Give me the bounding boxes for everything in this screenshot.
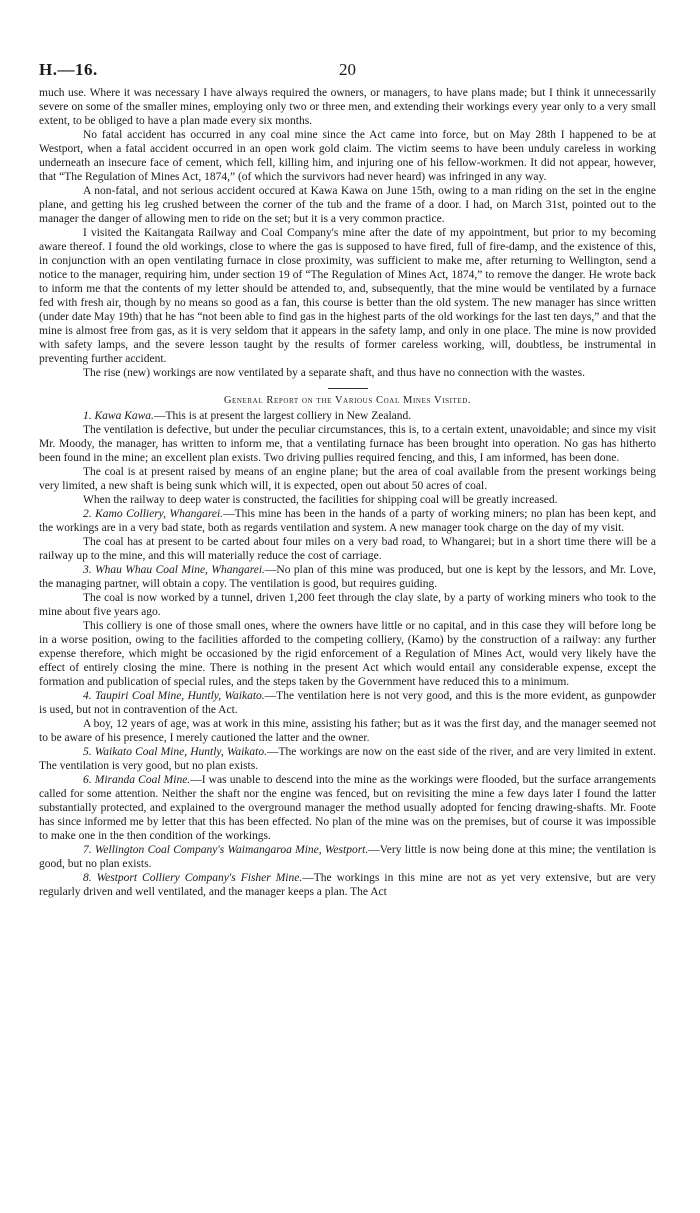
report-item-3	[39, 563, 656, 591]
paragraph: No fatal accident has occurred in any coal mine since the Act came into force, but on May 28th I happened to be at Westport, when a fatal accident occurred in an open work gold claim. The victim seems to have been unduly careless in working underneath an insecure face of cement, which fell, killing him, and injuring one of his fellow-workmen. It did not appear, however, that “The Regulation of Mines Act, 1874,” (of which the survivors had never heard) was infringed in any way.	[39, 129, 656, 183]
paragraph: A boy, 12 years of age, was at work in this mine, assisting his father; but as it was the first day, and the manager seemed not to be aware of his presence, I merely cautioned the latter and the owner.	[39, 718, 656, 744]
item-text: —The ventilation here is not very good, and this is the more evident, as gunpowder is used, but not in contravention of the Act.	[39, 690, 656, 716]
document-reference: H.—16.	[39, 60, 98, 79]
page-header	[39, 0, 656, 86]
paragraph: This colliery is one of those small ones, where the owners have little or no capital, and in this case they will before long be in a worse position, owing to the facilities afforded to the competing colliery, (Kamo) by the construction of a railway: any further expense therefore, which might be occasioned by the rigid enforcement of a Regulation of Mines Act, would very likely have the effect of entirely closing the mine. There is nothing in the present Act which would entail any considerable expense, except the formation and publication of special rules, and the steps taken by the Government have reduced this to a minimum.	[39, 620, 656, 688]
report-item-1	[39, 409, 656, 423]
item-text: —The workings in this mine are not as yet very extensive, but are very regularly driven and well ventilated, and the manager keeps a plan. The Act	[39, 872, 656, 898]
paragraph: The rise (new) workings are now ventilated by a separate shaft, and thus have no connection with the wastes.	[83, 367, 586, 379]
paragraph: When the railway to deep water is constructed, the facilities for shipping coal will be greatly increased.	[83, 494, 558, 506]
report-item-7	[39, 843, 656, 871]
section-divider	[328, 388, 368, 389]
item-title: 6. Miranda Coal Mine.	[83, 774, 191, 786]
item-title: 3. Whau Whau Coal Mine, Whangarei.	[83, 564, 265, 576]
paragraph: The ventilation is defective, but under the peculiar circumstances, this is, to a certain extent, unavoidable; and since my visit Mr. Moody, the manager, has written to inform me, that a ventilating furnace has been brought into operation. No gas has hitherto been found in the mine; an excellent plan exists. Two driving pullies required fencing, and this, I am informed, has been done.	[39, 424, 656, 464]
item-text: —I was unable to descend into the mine as the workings were flooded, but the surface arrangements called for some attention. Neither the shaft nor the engine was fenced, but on revisiting the mine a few days later I found the latter substantially protected, and explained to the overground manager the method usually adopted for fencing drawing-shafts. Mr. Foote has since informed me by letter that this has been effected. No plan of the mine was on the premises, but of course it was impossible to make one in the then condition of the workings.	[39, 774, 656, 842]
paragraph: A non-fatal, and not serious accident occured at Kawa Kawa on June 15th, owing to a man riding on the set in the engine plane, and getting his leg crushed between the corner of the tub and the frame of a door. I had, on March 31st, pointed out to the manager the danger of allowing men to ride on the set; but it is a very common practice.	[39, 185, 656, 225]
item-text: —No plan of this mine was produced, but one is kept by the lessors, and Mr. Love, the managing partner, will obtain a copy. The ventilation is good, but requires guiding.	[39, 564, 656, 590]
section-heading: General Report on the Various Coal Mines Visited.	[223, 395, 472, 406]
item-text: —This is at present the largest colliery in New Zealand.	[153, 410, 412, 422]
item-text: —The workings are now on the east side of the river, and are very limited in extent. The ventilation is very good, but no plan exists.	[39, 746, 656, 772]
item-title: 8. Westport Colliery Company's Fisher Mine.	[83, 872, 303, 884]
item-text: —Very little is now being done at this mine; the ventilation is good, but no plan exists.	[39, 844, 656, 870]
item-title: 7. Wellington Coal Company's Waimangaroa Mine, Westport.	[83, 844, 369, 856]
item-title: 5. Waikato Coal Mine, Huntly, Waikato.	[83, 746, 267, 758]
paragraph: I visited the Kaitangata Railway and Coal Company's mine after the date of my appointment, but prior to my becoming aware thereof. I found the old workings, close to where the gas is supposed to have fired, full of fire-damp, and the existence of this, in conjunction with an open ventilating furnace in close proximity, was sufficient to make me, after returning to Wellington, send a notice to the manager, requiring him, under section 19 of “The Regulation of Mines Act, 1874,” to remove the danger. He wrote back to inform me that the contents of my letter should be attended to, and, subsequently, that the mine would be ventilated by a furnace fed with fresh air, though by no means so good as a fan, this course is better than the old system. The new manager has since written (under date May 19th) that he has “not been able to find gas in the highest parts of the old workings for the last ten days,” and that the mine is almost free from gas, as it is very seldom that it appears in the safety lamp, and only in one place. The mine is now provided with safety lamps, and the severe lesson taught by the results of former careless working, will, doubtless, be instrumental in preventing further accident.	[39, 227, 656, 365]
paragraph: The coal is now worked by a tunnel, driven 1,200 feet through the clay slate, by a party of working miners who took to the mine about five years ago.	[39, 592, 656, 618]
paragraph: The coal has at present to be carted about four miles on a very bad road, to Whangarei; but in a short time there will be a railway up to the mine, and this will materially reduce the cost of carriage.	[39, 536, 656, 562]
item-title: 1. Kawa Kawa.	[83, 410, 154, 422]
item-title: 4. Taupiri Coal Mine, Huntly, Waikato.	[83, 690, 265, 702]
report-item-6	[39, 773, 656, 843]
report-item-8	[39, 871, 656, 899]
page-number: 20	[339, 60, 356, 79]
item-text: —This mine has been in the hands of a party of working miners; no plan has been kept, and the workings are in a very bad state, both as regards ventilation and system. A new manager took charge on the day of my visit.	[39, 508, 656, 534]
document-body	[39, 86, 656, 899]
report-item-4	[39, 689, 656, 717]
report-item-5	[39, 745, 656, 773]
report-item-2	[39, 507, 656, 535]
item-title: 2. Kamo Colliery, Whangarei.	[83, 508, 224, 520]
paragraph: The coal is at present raised by means of an engine plane; but the area of coal available from the present workings being very limited, a new shaft is being sunk which will, it is expected, open out about 50 acres of coal.	[39, 466, 656, 492]
paragraph: much use. Where it was necessary I have always required the owners, or managers, to have plans made; but I think it unnecessarily severe on some of the smaller mines, employing only two or three men, and extending their workings every year only to a very small extent, to be obliged to have a plan made every six months.	[39, 87, 656, 127]
